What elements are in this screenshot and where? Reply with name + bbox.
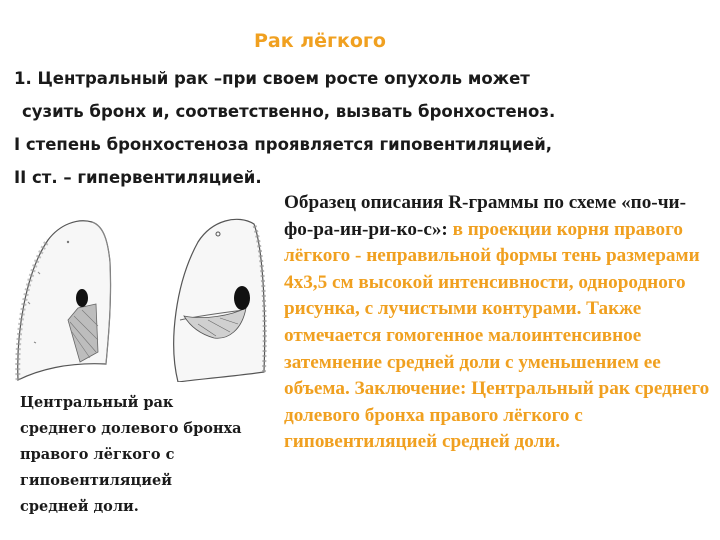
tumor-shadow-frontal xyxy=(76,289,88,307)
description-lead: Образец описания R-граммы по схеме «по-чи-фо-ра-ин-ри-ко-с»: xyxy=(284,192,686,240)
caption-line-3: правого лёгкого с xyxy=(20,446,175,463)
caption-line-4: гиповентиляцией xyxy=(20,472,172,489)
slide-title: Рак лёгкого xyxy=(254,30,386,52)
radiograph-description xyxy=(284,190,714,456)
caption-line-2: среднего долевого бронха xyxy=(20,420,242,437)
frontal-view-drawing xyxy=(18,221,111,380)
intro-line-3: I степень бронхостеноза проявляется гиповентиляцией, xyxy=(14,135,553,154)
intro-line-1: 1. Центральный рак –при своем росте опухоль может xyxy=(14,69,530,88)
figure-caption xyxy=(20,390,270,520)
tumor-shadow-lateral xyxy=(234,286,250,310)
lateral-view-drawing xyxy=(174,219,265,382)
intro-text xyxy=(14,62,704,194)
caption-line-1: Центральный рак xyxy=(20,394,174,411)
intro-line-2: сузить бронх и, соответственно, вызвать бронхостеноз. xyxy=(22,102,556,121)
lung-schematic-figure xyxy=(8,212,268,382)
intro-line-4: II ст. – гипервентиляцией. xyxy=(14,168,262,187)
description-body: в проекции корня правого лёгкого - неправильной формы тень размерами 4х3,5 см высокой интенсивности, однородного рисунка, с лучистыми контурами. Также отмечается гомогенное малоинтенсивное затемнение средней доли с уменьшением ее объема. Заключение: Центральный рак среднего долевого бронха правого лёгкого с гиповентиляцией средней доли. xyxy=(284,218,710,453)
caption-line-5: средней доли. xyxy=(20,498,139,515)
